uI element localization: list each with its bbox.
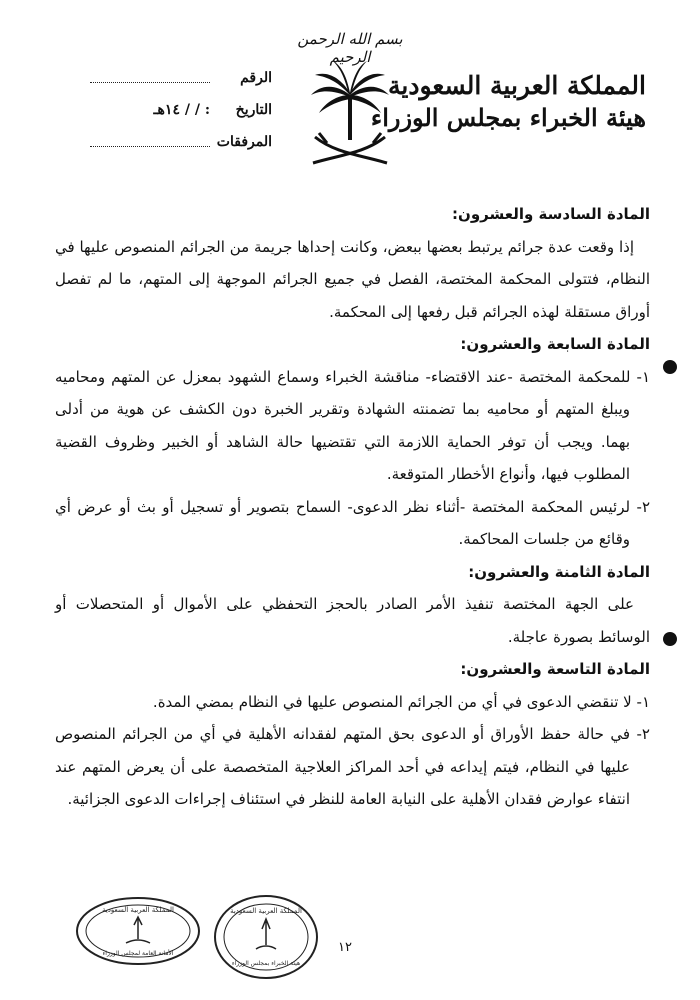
document-body xyxy=(55,198,650,816)
article-paragraph: على الجهة المختصة تنفيذ الأمر الصادر بالحجز التحفظي على الأموال أو المتحصلات أو الوسائط بصورة عاجلة. xyxy=(55,595,650,646)
punch-hole-mark xyxy=(663,632,677,646)
attachments-label: المرفقات xyxy=(216,134,272,150)
attachments-row xyxy=(42,134,272,166)
article-heading: المادة الثامنة والعشرون: xyxy=(468,562,650,581)
org-name-line: المملكة العربية السعودية xyxy=(387,71,646,100)
item-text: للمحكمة المختصة -عند الاقتضاء- مناقشة الخبراء وسماع الشهود بمعزل عن المتهم ومحاميه ويبلغ المتهم أو محاميه بما تضمنته الشهادة وتقرير الخبرة دون الكشف عن هوية من أدلى بهما. ويجب أن توفر الحماية اللازمة التي تقتضيها حالة الشاهد أو الخبير وظروف القضية المطلوب فيها، وأنواع الأخطار المتوقعة. xyxy=(55,367,631,483)
official-stamp-left xyxy=(74,895,202,967)
reference-block xyxy=(42,70,272,166)
page-number: ١٢ xyxy=(338,940,352,955)
basmala: بسم الله الرحمن الرحيم xyxy=(297,30,403,66)
item-text: لا تنقضي الدعوى في أي من الجرائم المنصوص عليها في النظام بمضي المدة. xyxy=(152,692,632,711)
punch-hole-mark xyxy=(663,360,677,374)
stamp-right-top-text: المملكة العربية السعودية xyxy=(230,907,302,915)
article-paragraph: إذا وقعت عدة جرائم يرتبط بعضها ببعض، وكانت إحداها جريمة من الجرائم المنصوص عليها في النظام، فتتولى المحكمة المختصة، الفصل في جميع الجرائم الموجهة إلى المتهم، ما لم تفصل أوراق مستقلة لهذه الجرائم قبل رفعها إلى المحكمة. xyxy=(55,237,650,321)
item-number: ١- xyxy=(636,367,650,386)
article-item xyxy=(55,361,650,491)
date-label: التاريخ xyxy=(235,102,272,118)
date-row xyxy=(42,102,272,134)
official-stamp-right xyxy=(212,893,320,981)
ref-number-label: الرقم xyxy=(240,70,272,86)
item-number: ٢- xyxy=(636,725,650,743)
stamp-right-bottom-text: هيئة الخبراء بمجلس الوزراء xyxy=(231,960,301,967)
item-number: ٢- xyxy=(636,497,650,516)
article-item xyxy=(55,491,650,556)
org-body-line: هيئة الخبراء بمجلس الوزراء xyxy=(370,103,646,132)
organization-name xyxy=(370,70,646,134)
article-item xyxy=(55,718,650,816)
article-item xyxy=(55,686,650,719)
stamp-left-top-text: المملكة العربية السعودية xyxy=(102,906,174,914)
item-text: في حالة حفظ الأوراق أو الدعوى بحق المتهم لفقدانه الأهلية في أي من الجرائم المنصوص عليها في النظام، فيتم إيداعه في أحد المراكز العلاجية المتخصصة على أن يعرض المتهم عند انتفاء عوارض فقدان الأهلية على النيابة العامة للنظر في استئناف إجراءات الدعوى الجزائية. xyxy=(55,725,631,808)
item-number: ١- xyxy=(636,692,650,711)
ref-number-line xyxy=(90,82,210,83)
date-value: : / / ١٤هـ xyxy=(153,102,210,118)
article-heading: المادة التاسعة والعشرون: xyxy=(460,660,650,678)
stamp-left-bottom-text: الأمانة العامة لمجلس الوزراء xyxy=(102,950,174,957)
article-heading: المادة السادسة والعشرون: xyxy=(452,205,650,223)
attachments-line xyxy=(90,146,210,147)
item-text: لرئيس المحكمة المختصة -أثناء نظر الدعوى- السماح بتصوير أو تسجيل أو بث أو عرض أي وقائع من جلسات المحاكمة. xyxy=(55,497,631,548)
article-heading: المادة السابعة والعشرون: xyxy=(460,335,650,353)
ref-number-row xyxy=(42,70,272,102)
